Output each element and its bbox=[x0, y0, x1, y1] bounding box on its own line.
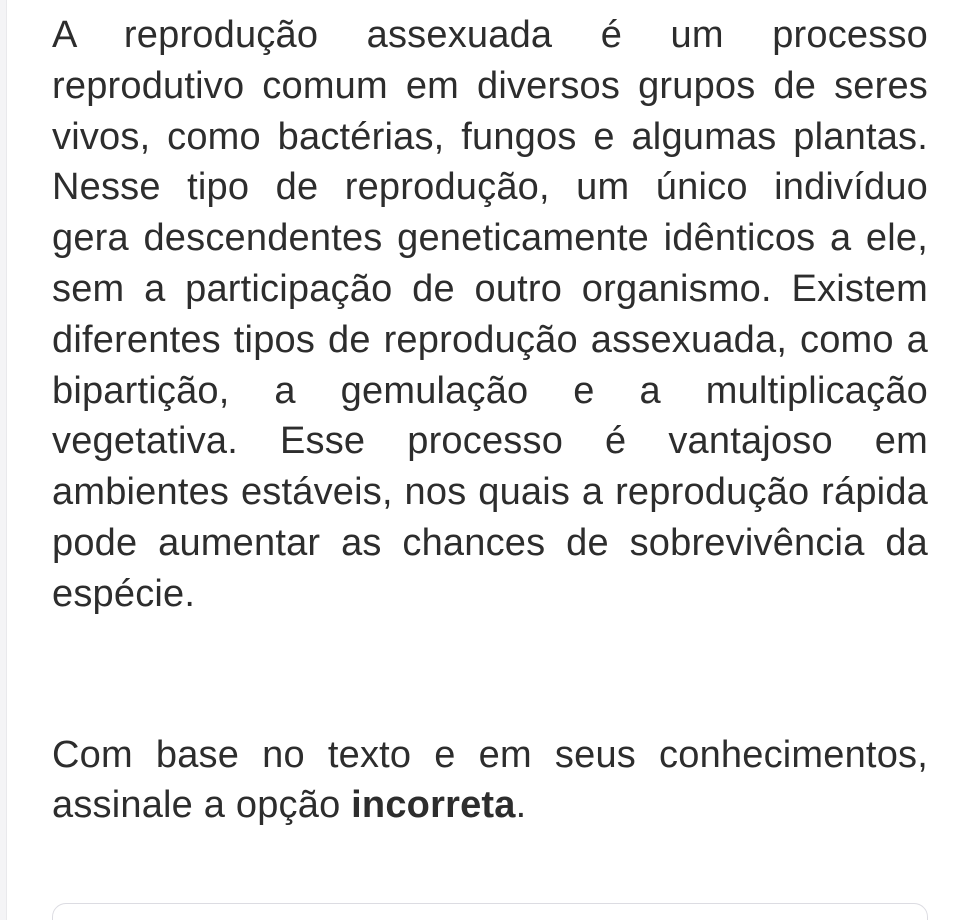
answer-option-box[interactable] bbox=[52, 903, 928, 920]
prompt-emphasis: incorreta bbox=[351, 784, 516, 827]
question-passage: A reprodução assexuada é um processo reprodutivo comum em diversos grupos de seres vivos, como bactérias, fungos e algumas plantas. Nesse tipo de reprodução, um único indivíduo gera descendentes geneticamente idênticos a ele, sem a participação de outro organismo. Existem diferentes tipos de reprodução assexuada, como a bipartição, a gemulação e a multiplicação vegetativa. Esse processo é vantajoso em ambientes estáveis, nos quais a reprodução rápida pode aumentar as chances de sobrevivência da espécie. bbox=[52, 14, 928, 615]
left-scroll-rail bbox=[0, 0, 7, 920]
prompt-text: Com base no texto e em seus conhecimentos, assinale a opção bbox=[52, 733, 928, 827]
question-card bbox=[52, 10, 928, 831]
prompt-end: . bbox=[515, 784, 527, 827]
question-prompt bbox=[52, 730, 928, 832]
